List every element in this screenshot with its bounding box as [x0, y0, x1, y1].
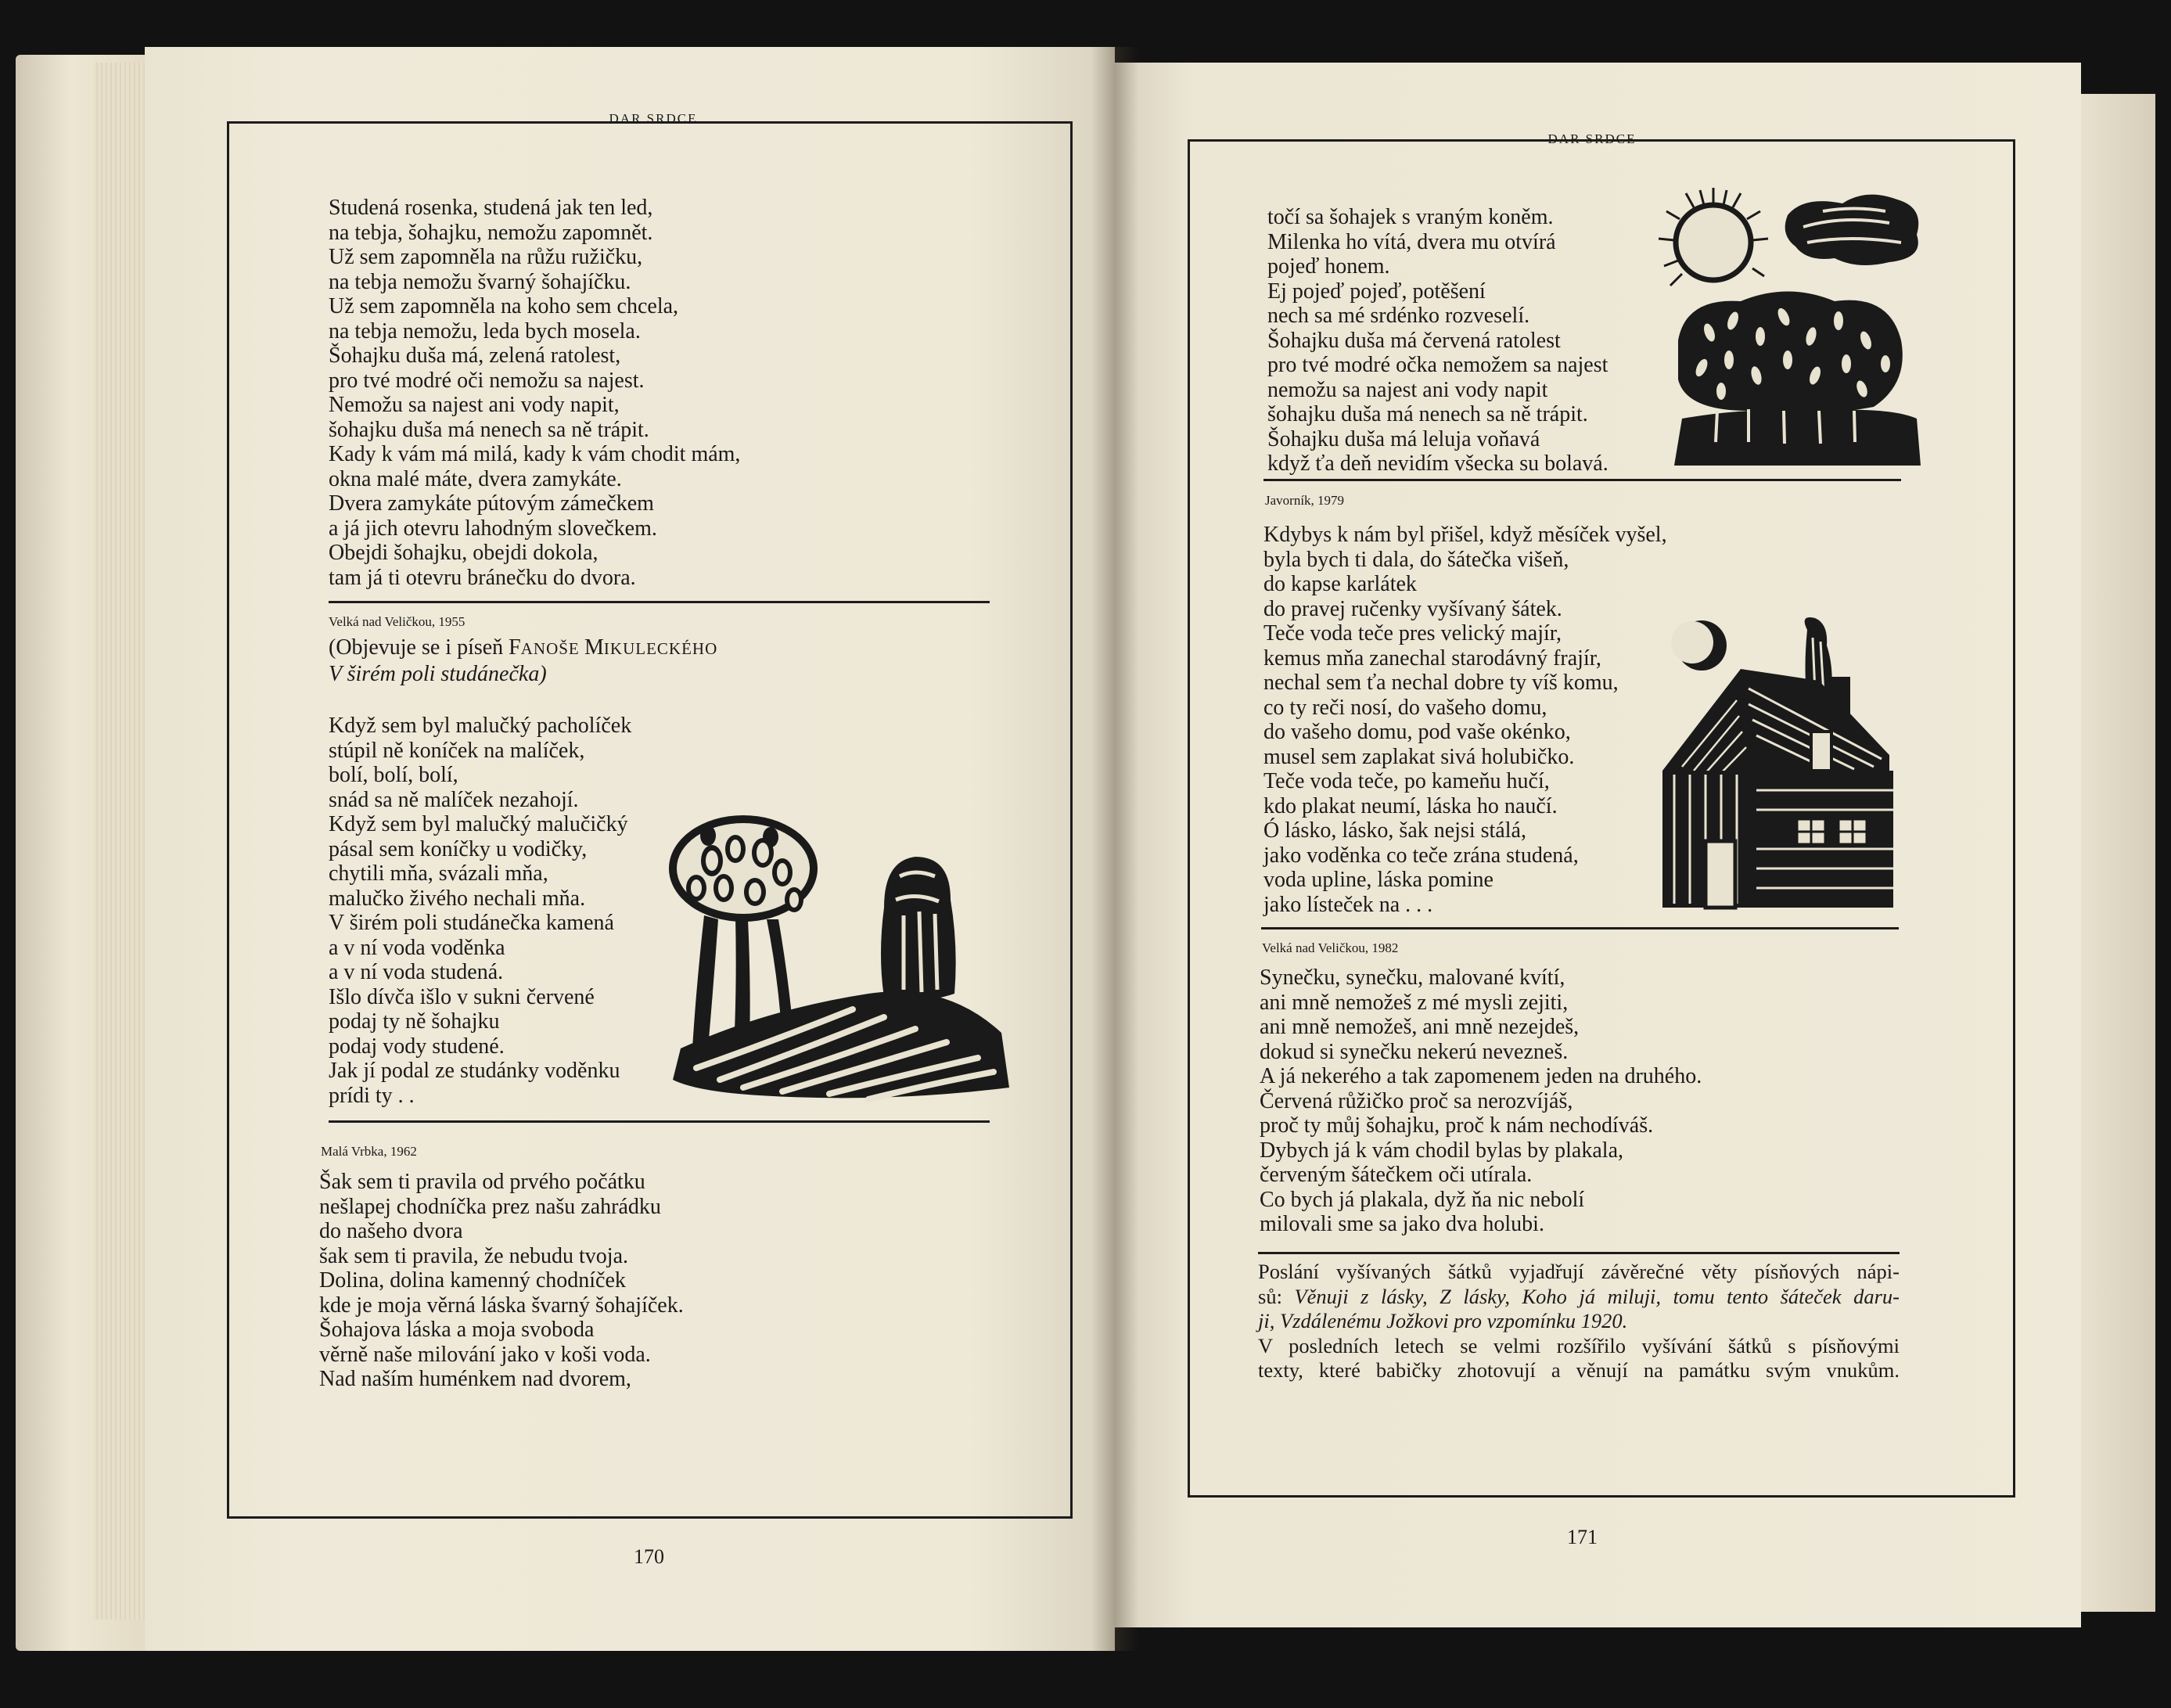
poem-line: když ťa deň nevidím všecka su bolavá. [1267, 451, 1608, 476]
poem-line: nech sa mé srdénko rozveselí. [1267, 304, 1530, 328]
poem-line: do našeho dvora [319, 1219, 463, 1243]
poem-line: ani mně nemožeš, ani mně nezejdeš, [1260, 1015, 1580, 1039]
poem-line: na tebja nemožu, leda bych mosela. [329, 318, 641, 343]
poem-line: Nad naším huménkem nad dvorem, [319, 1367, 631, 1391]
poem-block-2 [329, 714, 631, 1108]
poem-line: nechal sem ťa nechal dobre ty víš komu, [1263, 671, 1619, 695]
poem-line: Teče voda teče, po kameňu hučí, [1263, 769, 1550, 793]
song-note: (Objevuje se i píseň FANOŠE MIKULECKÉHO V širém poli studánečka) [329, 635, 718, 686]
poem-line: šohajku duša má nenech sa ně trápit. [1267, 402, 1588, 426]
song-source-label: Velká nad Veličkou, 1982 [1262, 940, 1399, 955]
poem-line: bolí, bolí, bolí, [329, 763, 458, 787]
poem-line: nemožu sa najest ani vody napit [1267, 377, 1548, 402]
poem-line: točí sa šohajek s vraným koněm. [1267, 205, 1554, 229]
section-divider [329, 1120, 990, 1123]
poem-line: šak sem ti pravila, že nebudu tvoja. [319, 1243, 628, 1268]
poem-line: stúpil ně koníček na malíček, [329, 738, 585, 763]
poem-line: ani mně nemožeš z mé mysli zejiti, [1260, 990, 1569, 1015]
poem-line: nešlapej chodníčka prez našu zahrádku [319, 1194, 661, 1219]
poem-line: podaj vody studené. [329, 1034, 505, 1059]
page-number: 170 [634, 1545, 664, 1568]
poem-line: Ó lásko, lásko, šak nejsi stálá, [1263, 818, 1526, 843]
poem-line: Jak jí podal ze studánky voděnku [329, 1059, 620, 1083]
poem-line: voda upline, láska pomine [1263, 868, 1493, 892]
woodcut-sun-tree-cloud [1655, 184, 1925, 469]
poem-line: musel sem zaplakat sivá holubičko. [1263, 744, 1575, 769]
book-right-cover [2077, 94, 2155, 1612]
poem-line: dokud si synečku nekerú nevezneš. [1260, 1039, 1569, 1064]
woodcut-house-moon-figure [1647, 614, 1905, 919]
poem-line: kde je moja věrná láska švarný šohajíček. [319, 1293, 684, 1318]
poem-line: a já jich otevru lahodným slovečkem. [329, 516, 657, 541]
song-source-label: Javorník, 1979 [1265, 493, 1345, 508]
poem-line: kemus mňa zanechal starodávný frajír, [1263, 645, 1601, 671]
poem-line: tam já ti otevru bránečku do dvora. [329, 565, 636, 590]
poem-line: do vašeho domu, pod vaše okénko, [1263, 720, 1571, 744]
woodcut-trees-kneeling-figure [649, 814, 1017, 1103]
page-number: 171 [1567, 1526, 1598, 1548]
poem-line: Šak sem ti pravila od prvého počátku [319, 1170, 645, 1194]
song-source-label: Velká nad Veličkou, 1955 [329, 614, 465, 629]
poem-line: kdo plakat neumí, láska ho naučí. [1263, 793, 1558, 818]
poem-line: Ej pojeď pojeď, potěšení [1267, 279, 1486, 304]
poem-line: Co bych já plakala, dyž ňa nic nebolí [1260, 1187, 1585, 1212]
book-gutter [1091, 47, 1138, 1651]
poem-line: co ty reči nosí, do vašeho domu, [1263, 695, 1547, 720]
poem-line: A já nekerého a tak zapomenem jeden na druhého. [1260, 1064, 1702, 1088]
poem-block-2 [1263, 523, 1667, 917]
poem-line: proč ty můj šohajku, proč k nám nechodíváš. [1260, 1113, 1654, 1138]
poem-line: do pravej ručenky vyšívaný šátek. [1263, 596, 1562, 621]
poem-line: chytili mňa, svázali mňa, [329, 861, 548, 886]
poem-line: Když sem byl malučký malučičký [329, 812, 628, 836]
poem-line: do kapse karlátek [1263, 572, 1417, 596]
section-divider [1263, 479, 1901, 481]
poem-block-1 [1267, 205, 1608, 476]
poem-line: Dvera zamykáte pútovým zámečkem [329, 491, 654, 516]
section-divider [329, 601, 990, 603]
poem-line: Išlo dívča išlo v sukni červené [329, 984, 595, 1009]
poem-line: Teče voda teče pres velický majír, [1263, 621, 1562, 645]
poem-line: věrně naše milování jako v koši voda. [319, 1342, 651, 1367]
poem-line: jako lísteček na . . . [1263, 892, 1433, 917]
poem-line: červeným šátečkem oči utírala. [1260, 1163, 1533, 1187]
poem-line: a v ní voda studená. [329, 960, 504, 984]
poem-line: Nemožu sa najest ani vody napit, [329, 393, 620, 417]
poem-line: Dybych já k vám chodil bylas by plakala, [1260, 1138, 1623, 1163]
poem-line: pro tvé modré očka nemožem sa najest [1267, 353, 1608, 377]
section-divider [1261, 927, 1899, 930]
poem-line: Šohajova láska a moja svoboda [319, 1318, 595, 1342]
poem-line: jako voděnka co teče zrána studená, [1263, 843, 1579, 868]
poem-line: Šohajku duša má, zelená ratolest, [329, 343, 621, 368]
poem-line: snád sa ně malíček nezahojí. [329, 787, 579, 812]
poem-line: podaj ty ně šohajku [329, 1009, 500, 1034]
poem-line: Už sem zapomněla na růžu ružičku, [329, 245, 643, 269]
poem-line: šohajku duša má nenech sa ně trápit. [329, 417, 649, 442]
poem-line: milovali sme sa jako dva holubi. [1260, 1212, 1544, 1236]
poem-line: Šohajku duša má leluja voňavá [1267, 426, 1540, 451]
poem-line: prídi ty . . [329, 1083, 415, 1108]
poem-line: Obejdi šohajku, obejdi dokola, [329, 541, 598, 565]
poem-line: V širém poli studánečka kamená [329, 911, 614, 935]
section-divider [1258, 1252, 1900, 1254]
poem-line: pásal sem koníčky u vodičky, [329, 836, 588, 861]
poem-line: Už sem zapomněla na koho sem chcela, [329, 294, 679, 318]
poem-line: malučko živého nechali mňa. [329, 886, 586, 911]
poem-line: Dolina, dolina kamenný chodníček [319, 1268, 626, 1293]
song-source-label: Malá Vrbka, 1962 [321, 1144, 417, 1159]
poem-line: pojeď honem. [1267, 254, 1390, 279]
poem-block-3 [319, 1170, 684, 1392]
poem-line: na tebja, šohajku, nemožu zapomnět. [329, 220, 653, 245]
poem-line: pro tvé modré oči nemožu sa najest. [329, 368, 645, 393]
poem-line: okna malé máte, dvera zamykáte. [329, 466, 622, 491]
prose-paragraph: Poslání vyšívaných šátků vyjadřují závěrečné věty písňových nápi- sů: Věnuji z lásky, Z lásky, Koho já miluji, tomu tento šáteček daru- ji, Vzdálenému Jožkovi pro vzpomínku 1920. V posledních letech se velmi rozšířilo vyšívání šátků s písňovými texty, které babičky zhotovují a věnují na památku svým vnukům. [1258, 1260, 1900, 1382]
poem-line: Synečku, synečku, malované kvítí, [1260, 965, 1565, 990]
poem-line: Červená růžičko proč sa nerozvíjáš, [1260, 1088, 1573, 1113]
poem-line: Kady k vám má milá, kady k vám chodit mám, [329, 442, 741, 466]
poem-line: Kdybys k nám byl přišel, když měsíček vyšel, [1263, 523, 1667, 547]
poem-line: Když sem byl malučký pacholíček [329, 714, 632, 738]
running-header: DAR SRDCE [1547, 131, 1637, 146]
poem-line: byla bych ti dala, do šátečka višeň, [1263, 547, 1569, 572]
poem-block-3 [1260, 965, 1702, 1237]
running-header: DAR SRDCE [609, 111, 698, 126]
poem-line: Šohajku duša má červená ratolest [1267, 328, 1561, 353]
poem-block-1 [329, 196, 740, 590]
poem-line: Milenka ho vítá, dvera mu otvírá [1267, 229, 1556, 254]
poem-line: na tebja nemožu švarný šohajíčku. [329, 269, 631, 294]
poem-line: a v ní voda voděnka [329, 935, 505, 960]
poem-line: Studená rosenka, studená jak ten led, [329, 196, 653, 220]
